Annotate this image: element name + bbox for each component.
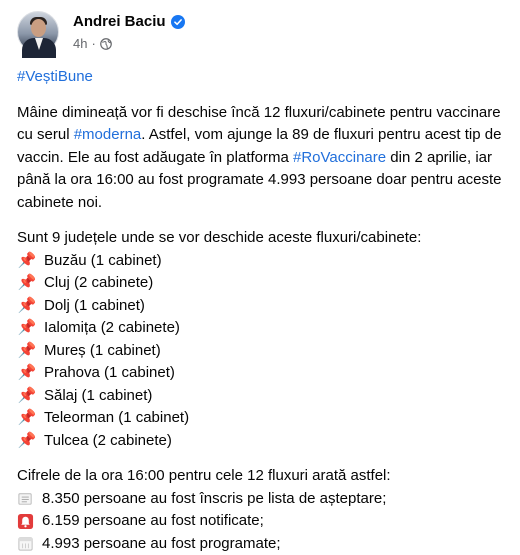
- meta-separator: ·: [91, 36, 95, 51]
- pushpin-icon: 📌: [17, 317, 37, 340]
- post-body: [17, 66, 512, 555]
- post-meta: [73, 13, 185, 51]
- bell-icon: [17, 513, 34, 530]
- pushpin-icon: 📌: [17, 272, 37, 295]
- list-item: 📌 Buzău (1 cabinet): [17, 250, 512, 273]
- post-paragraph: Mâine dimineață vor fi deschise încă 12 fluxuri/cabinete pentru vaccinare cu serul #moderna. Astfel, vom ajunge la 89 de fluxuri pentru acest tip de vaccin. Ele au fost adăugate în platforma #RoVaccinare din 2 aprilie, iar până la ora 16:00 au fost programate 4.993 persoane doar pentru aceste cabinete noi.: [17, 102, 512, 215]
- pushpin-icon: 📌: [17, 407, 37, 430]
- hashtag-rovaccinare[interactable]: #RoVaccinare: [293, 149, 386, 166]
- post-time[interactable]: 4h: [73, 36, 87, 51]
- counties-intro: Sunt 9 județele unde se vor deschide aceste fluxuri/cabinete:: [17, 227, 512, 250]
- list-item: 📌 Tulcea (2 cabinete): [17, 430, 512, 453]
- stats-list: [17, 488, 512, 555]
- pushpin-icon: 📌: [17, 362, 37, 385]
- list-item: 4.993 persoane au fost programate;: [17, 533, 512, 555]
- list-item: 📌 Prahova (1 cabinet): [17, 362, 512, 385]
- stats-intro: Cifrele de la ora 16:00 pentru cele 12 fluxuri arată astfel:: [17, 465, 512, 488]
- list-item: 📌 Cluj (2 cabinete): [17, 272, 512, 295]
- scroll-icon: [17, 490, 34, 507]
- globe-icon[interactable]: [100, 38, 112, 50]
- list-item: 📌 Sălaj (1 cabinet): [17, 385, 512, 408]
- author-name[interactable]: Andrei Baciu: [73, 13, 166, 30]
- verified-badge-icon: [171, 15, 185, 29]
- pushpin-icon: 📌: [17, 295, 37, 318]
- pushpin-icon: 📌: [17, 250, 37, 273]
- hashtag-moderna[interactable]: #moderna: [74, 126, 142, 143]
- pushpin-icon: 📌: [17, 430, 37, 453]
- post-header: [17, 11, 185, 53]
- calendar-icon: [17, 535, 34, 552]
- counties-list: [17, 250, 512, 453]
- pushpin-icon: 📌: [17, 385, 37, 408]
- hashtag-vestibune[interactable]: #VeștiBune: [17, 68, 93, 85]
- list-item: 📌 Ialomița (2 cabinete): [17, 317, 512, 340]
- list-item: 6.159 persoane au fost notificate;: [17, 510, 512, 533]
- list-item: 📌 Teleorman (1 cabinet): [17, 407, 512, 430]
- list-item: 📌 Dolj (1 cabinet): [17, 295, 512, 318]
- list-item: 8.350 persoane au fost înscris pe lista de așteptare;: [17, 488, 512, 511]
- author-avatar[interactable]: [17, 11, 59, 53]
- pushpin-icon: 📌: [17, 340, 37, 363]
- list-item: 📌 Mureș (1 cabinet): [17, 340, 512, 363]
